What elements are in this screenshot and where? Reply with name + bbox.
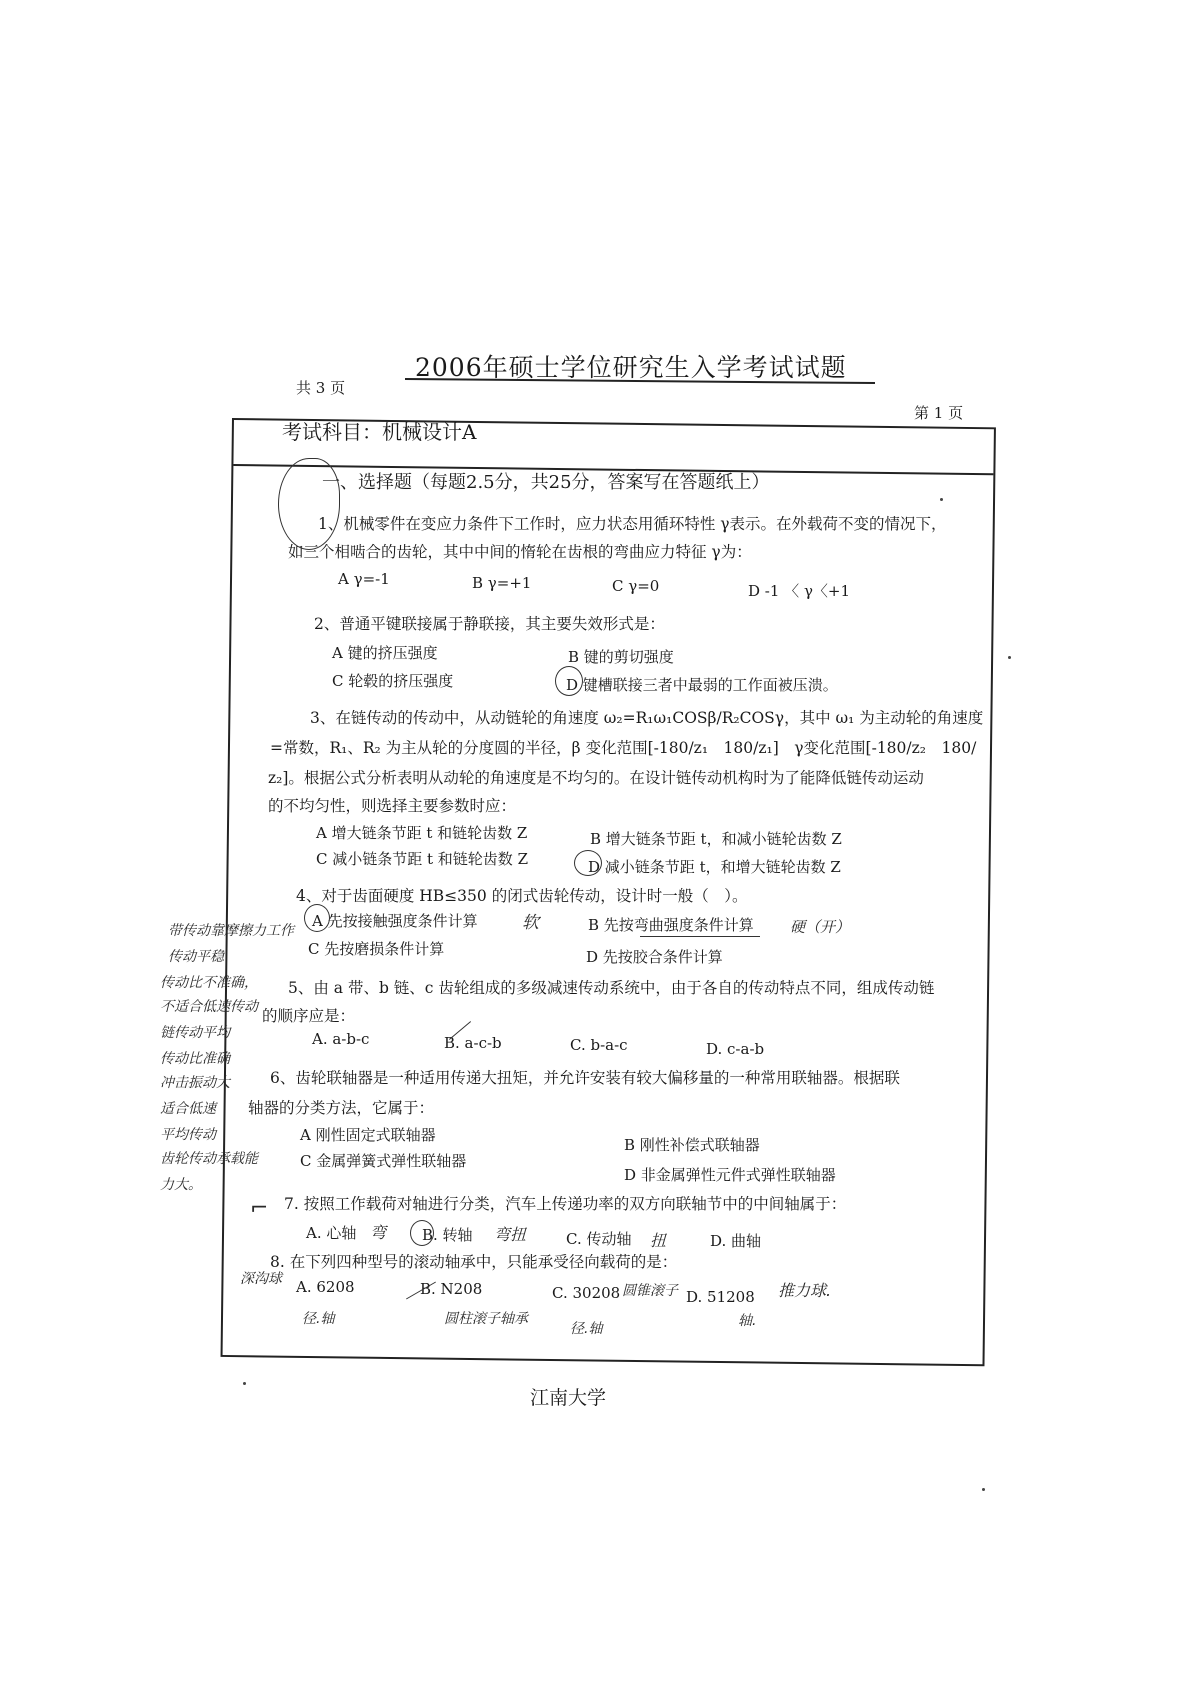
q3-text-line1: 3、在链传动的传动中，从动链轮的角速度 ω₂=R₁ω₁COSβ/R₂COSγ，其中 ω₁ 为主动轮的角速度 bbox=[310, 709, 984, 727]
q7-option-b: B. 转轴 bbox=[422, 1226, 473, 1244]
exam-subject: 考试科目：机械设计A bbox=[282, 420, 477, 444]
margin-note: 链传动平均 bbox=[160, 1025, 230, 1041]
margin-note: 平均传动 bbox=[160, 1127, 216, 1143]
margin-note: 不适合低速传动 bbox=[160, 999, 258, 1015]
answer-circle bbox=[574, 850, 602, 876]
section-heading: 一、选择题（每题2.5分，共25分，答案写在答题纸上） bbox=[322, 472, 770, 493]
exam-title: 2006年硕士学位研究生入学考试试题 bbox=[415, 353, 847, 382]
q1-option-b: B γ=+1 bbox=[472, 574, 532, 592]
note-q7b: 弯扭 bbox=[494, 1225, 527, 1244]
q1-option-d: D -1 〈 γ〈+1 bbox=[748, 582, 851, 600]
margin-note: 传动比不准确， bbox=[160, 975, 258, 991]
note-q8a: 径.轴 bbox=[302, 1311, 335, 1327]
margin-note: 力大。 bbox=[160, 1177, 202, 1193]
q4-text: 4、对于齿面硬度 HB≤350 的闭式齿轮传动，设计时一般（ ）。 bbox=[296, 887, 748, 905]
answer-circle bbox=[410, 1220, 434, 1246]
margin-note: 带传动靠摩擦力工作 bbox=[168, 923, 294, 939]
margin-note: 传动平稳 bbox=[168, 949, 224, 965]
note-q8d: 推力球. bbox=[778, 1281, 832, 1300]
q2-text: 2、普通平键联接属于静联接，其主要失效形式是： bbox=[314, 615, 665, 633]
q4-option-b: B 先按弯曲强度条件计算 bbox=[588, 916, 754, 934]
scan-speck bbox=[1008, 656, 1011, 659]
note-soft: 软 bbox=[522, 913, 539, 933]
note-q7c: 扭 bbox=[650, 1231, 667, 1250]
note-hard: 硬（开） bbox=[790, 918, 851, 936]
q8-option-a: A. 6208 bbox=[296, 1278, 355, 1296]
q4-option-c: C 先按磨损条件计算 bbox=[308, 940, 445, 958]
q1-text-line1: 1、机械零件在变应力条件下工作时，应力状态用循环特性 γ表示。在外载荷不变的情况下， bbox=[318, 515, 947, 533]
q2-option-a: A 键的挤压强度 bbox=[332, 644, 438, 662]
note-q8d2: 轴. bbox=[738, 1313, 757, 1329]
underline-mark bbox=[640, 936, 760, 937]
q1-option-c: C γ=0 bbox=[612, 577, 660, 595]
scan-speck bbox=[243, 1382, 246, 1385]
q6-text-line2: 轴器的分类方法，它属于： bbox=[248, 1099, 435, 1117]
answer-circle bbox=[555, 666, 583, 696]
q4-option-a: A 先按接触强度条件计算 bbox=[312, 912, 478, 930]
note-q7a: 弯 bbox=[370, 1223, 387, 1242]
scan-speck bbox=[940, 498, 943, 501]
q6-option-d: D 非金属弹性元件式弹性联轴器 bbox=[624, 1166, 836, 1184]
q6-option-b: B 刚性补偿式联轴器 bbox=[624, 1136, 760, 1154]
q3-text-line2: =常数，R₁、R₂ 为主从轮的分度圆的半径，β 变化范围[-180/z₁ 180/z₁] γ变化范围[-180/z₂ 180/ bbox=[270, 739, 977, 757]
margin-note: 齿轮传动承载能 bbox=[160, 1151, 258, 1167]
q7-option-a: A. 心轴 bbox=[306, 1224, 357, 1242]
note-q8-deep-groove: 深沟球 bbox=[240, 1271, 282, 1287]
q4-option-d: D 先按胶合条件计算 bbox=[586, 948, 723, 966]
section-circle-mark bbox=[278, 458, 340, 550]
margin-note: 冲击振动大 bbox=[160, 1075, 230, 1091]
q3-text-line4: 的不均匀性，则选择主要参数时应： bbox=[268, 797, 517, 815]
q6-option-c: C 金属弹簧式弹性联轴器 bbox=[300, 1152, 467, 1170]
bracket-mark: ⌐ bbox=[250, 1196, 269, 1221]
q7-text: 7. 按照工作载荷对轴进行分类，汽车上传递功率的双方向联轴节中的中间轴属于： bbox=[284, 1195, 847, 1213]
q8-option-c: C. 30208 bbox=[552, 1284, 621, 1302]
q5-option-a: A. a-b-c bbox=[312, 1030, 370, 1048]
q5-text-line2: 的顺序应是： bbox=[262, 1007, 356, 1025]
q3-option-c: C 减小链条节距 t 和链轮齿数 Z bbox=[316, 850, 529, 868]
scan-speck bbox=[982, 1488, 985, 1491]
q5-option-c: C. b-a-c bbox=[570, 1036, 628, 1054]
q2-option-c: C 轮毂的挤压强度 bbox=[332, 672, 454, 690]
q5-text-line1: 5、由 a 带、b 链、c 齿轮组成的多级减速传动系统中，由于各自的传动特点不同，组成传动链 bbox=[288, 979, 935, 997]
q2-option-b: B 键的剪切强度 bbox=[568, 648, 674, 666]
note-q8c2: 径.轴 bbox=[570, 1321, 603, 1337]
answer-circle bbox=[304, 904, 330, 932]
note-q8c: 圆锥滚子 bbox=[622, 1283, 678, 1299]
q7-option-c: C. 传动轴 bbox=[566, 1230, 632, 1248]
note-q8b: 圆柱滚子轴承 bbox=[444, 1311, 528, 1327]
q1-option-a: A γ=-1 bbox=[338, 570, 390, 588]
page-number: 第 1 页 bbox=[914, 404, 964, 422]
q8-option-d: D. 51208 bbox=[686, 1288, 755, 1306]
school-name: 江南大学 bbox=[530, 1387, 607, 1409]
q3-option-b: B 增大链条节距 t，和减小链轮齿数 Z bbox=[590, 830, 842, 848]
q2-option-d: D 键槽联接三者中最弱的工作面被压溃。 bbox=[566, 676, 838, 694]
q3-option-d: D 减小链条节距 t，和增大链轮齿数 Z bbox=[588, 858, 841, 876]
margin-note: 传动比准确 bbox=[160, 1051, 230, 1067]
q8-option-b: B. N208 bbox=[420, 1280, 483, 1298]
q3-text-line3: z₂]。根据公式分析表明从动轮的角速度是不均匀的。在设计链传动机构时为了能降低链传动运动 bbox=[268, 769, 924, 787]
q8-text: 8. 在下列四种型号的滚动轴承中，只能承受径向载荷的是： bbox=[270, 1253, 678, 1271]
q7-option-d: D. 曲轴 bbox=[710, 1232, 762, 1250]
total-pages: 共 3 页 bbox=[296, 379, 346, 397]
q3-option-a: A 增大链条节距 t 和链轮齿数 Z bbox=[316, 824, 528, 842]
q5-option-b: B. a-c-b bbox=[444, 1034, 502, 1052]
margin-note: 适合低速 bbox=[160, 1101, 216, 1117]
q1-text-line2: 如三个相啮合的齿轮，其中中间的惰轮在齿根的弯曲应力特征 γ为： bbox=[288, 543, 752, 561]
q5-option-d: D. c-a-b bbox=[706, 1040, 765, 1058]
q6-text-line1: 6、齿轮联轴器是一种适用传递大扭矩，并允许安装有较大偏移量的一种常用联轴器。根据联 bbox=[270, 1069, 900, 1087]
q6-option-a: A 刚性固定式联轴器 bbox=[300, 1126, 436, 1144]
